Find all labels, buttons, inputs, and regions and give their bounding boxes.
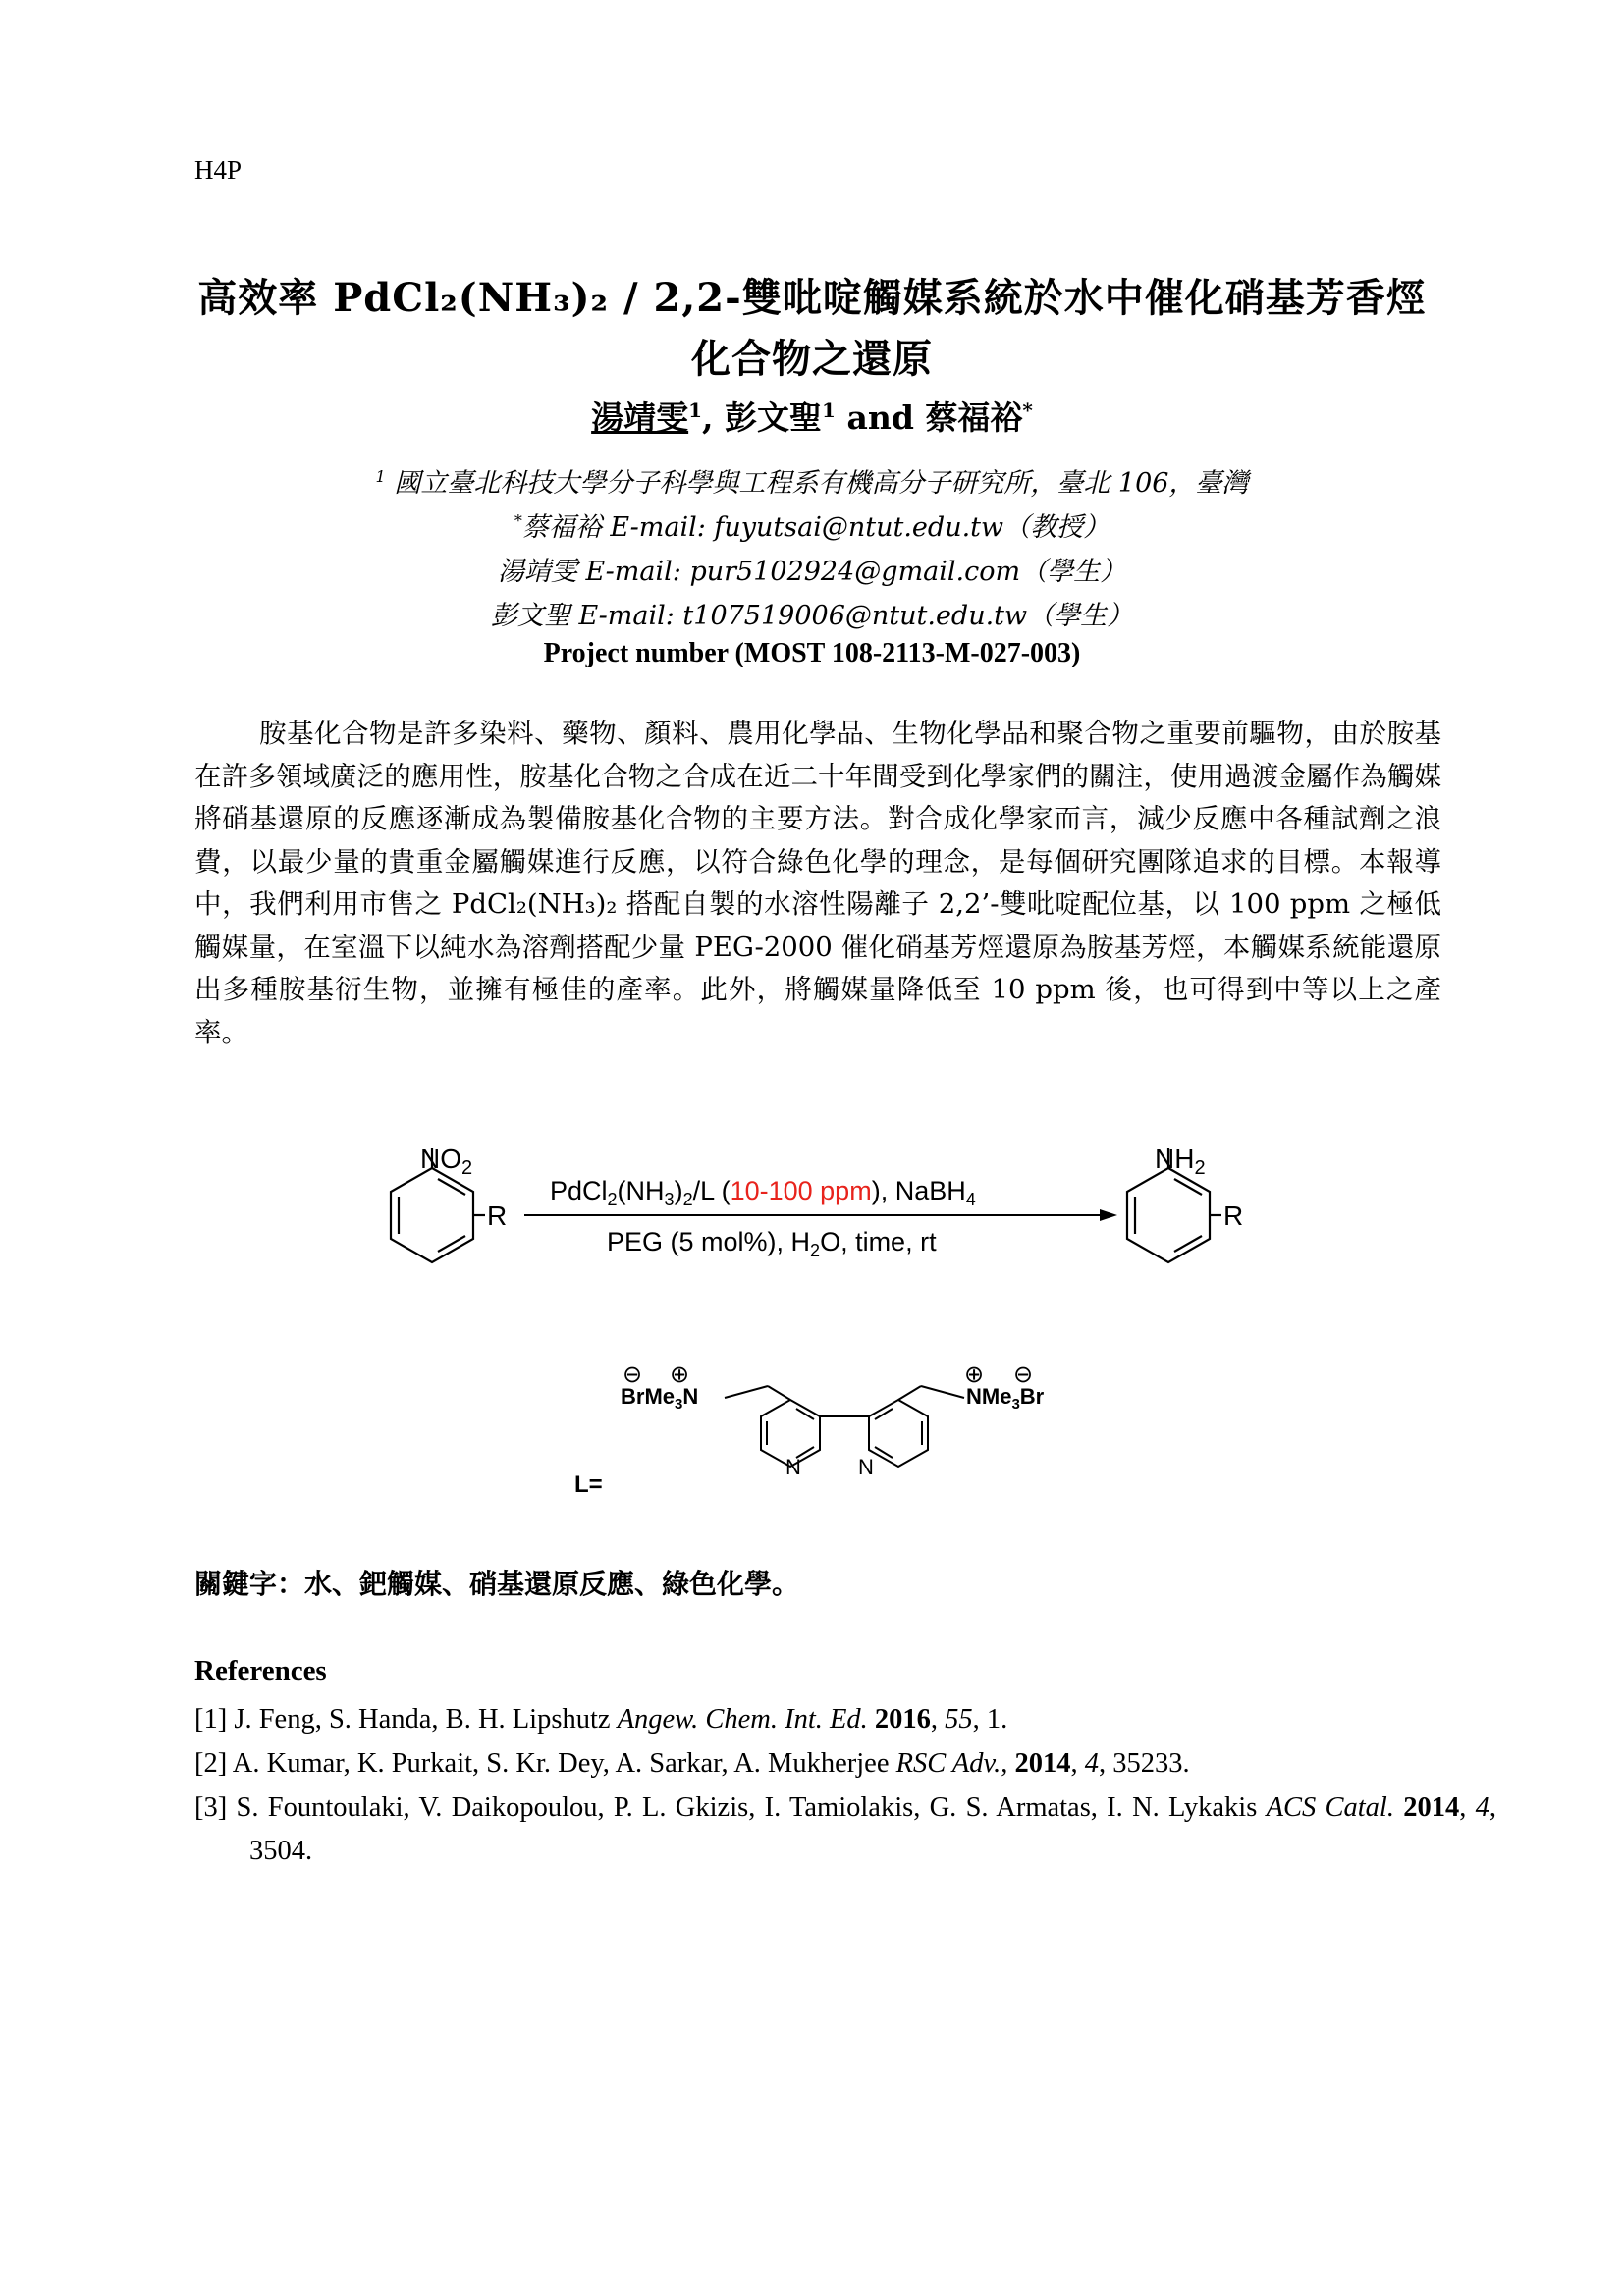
bipyridine-skeleton [725, 1386, 964, 1467]
reference-number: [3] [194, 1792, 237, 1823]
author-list [118, 393, 1506, 439]
reaction-conditions-top: $PdCl_2(NH_3)_2/L$ (10-100 ppm), NaBH$_4$ [550, 1176, 976, 1209]
title-line-1: 高效率 PdCl₂(NH₃)₂ / 2,2-雙吡啶觸媒系統於水中催化硝基芳香烴 [197, 275, 1427, 321]
product-r-group: R [1223, 1201, 1244, 1231]
left-ammonium-group: BrMe$_3$N [621, 1384, 699, 1413]
corresponding-mark: * [514, 511, 522, 530]
reference-volume: 4 [1084, 1748, 1099, 1779]
left-ammonium-charge: ⊕ [670, 1362, 690, 1388]
keywords: 關鍵字：水、鈀觸媒、硝基還原反應、綠色化學。 [194, 1568, 800, 1600]
reference-item: [2] A. Kumar, K. Purkait, S. Kr. Dey, A. Sarkar, A. Mukherjee RSC Adv., 2014, 4, 35233. [194, 1748, 1190, 1779]
author-2-affiliation: 1 [822, 399, 836, 422]
reference-volume: 55 [945, 1704, 973, 1735]
abstract-paragraph: 胺基化合物是許多染料、藥物、顏料、農用化學品、生物化學品和聚合物之重要前驅物，由於胺基在許多領域廣泛的應用性，胺基化合物之合成在近二十年間受到化學家們的關注，使用過渡金屬作為觸媒將硝基還原的反應逐漸成為製備胺基化合物的主要方法。對合成化學家而言，減少反應中各種試劑之浪費，以最少量的貴重金屬觸媒進行反應，以符合綠色化學的理念，是每個研究團隊追求的目標。本報導中，我們利用市售之 PdCl₂(NH₃)₂ 搭配自製的水溶性陽離子 2,2’-雙吡啶配位基，以 100 ppm 之極低觸媒量，在室溫下以純水為溶劑搭配少量 PEG-2000 催化硝基芳烴還原為胺基芳烴，本觸媒系統能還原出多種胺基衍生物，並擁有極佳的產率。此外，將觸媒量降低至 10 ppm 後，也可得到中等以上之產率。 [194, 718, 1441, 1048]
reaction-arrow [524, 1209, 1117, 1221]
reactant-r-group: R [487, 1201, 508, 1231]
reference-number: [1] [194, 1704, 235, 1735]
reference-volume: 4 [1475, 1792, 1489, 1823]
left-pyridine-n: N [785, 1455, 801, 1479]
ligand-label: L= [574, 1471, 603, 1498]
contact-line-advisor [118, 506, 1506, 544]
author-3: 蔡福裕 [925, 399, 1023, 437]
product-amine-label: $NH_2$ [1155, 1144, 1206, 1179]
reference-authors: J. Feng, S. Handa, B. H. Lipshutz [234, 1704, 618, 1735]
reference-item: [3] S. Fountoulaki, V. Daikopoulou, P. L. Gkizis, I. Tamiolakis, G. S. Armatas, I. N. Lykakis ACS Catal. 2014, 4, 3504. [194, 1792, 1497, 1866]
reaction-conditions-bottom: PEG (5 mol%), $H_2O$, time, rt [607, 1227, 937, 1260]
right-ammonium-group: NMe$_3$Br [966, 1384, 1045, 1413]
reference-journal: ACS Catal. [1266, 1792, 1394, 1823]
reference-year: 2014 [1014, 1748, 1071, 1779]
reference-number: [2] [194, 1748, 233, 1779]
author-1: 湯靖雯 [591, 399, 689, 437]
title-line-2: 化合物之還原 [691, 336, 933, 382]
reference-authors: A. Kumar, K. Purkait, S. Kr. Dey, A. Sarkar, A. Mukherjee [232, 1748, 896, 1779]
right-bromide-charge: ⊖ [1013, 1362, 1034, 1388]
contact-line-student-2: 彭文聖 E-mail: t107519006@ntut.edu.tw（學生） [490, 601, 1134, 631]
references-heading: References [194, 1655, 327, 1686]
affiliation-text: 國立臺北科技大學分子科學與工程系有機高分子研究所，臺北 106，臺灣 [385, 468, 1249, 499]
reference-journal: Angew. Chem. Int. Ed. [617, 1704, 868, 1735]
contact-line-student-1: 湯靖雯 E-mail: pur5102924@gmail.com（學生） [497, 557, 1127, 587]
right-pyridine-n: N [858, 1455, 874, 1479]
author-1-affiliation: 1 [688, 399, 703, 422]
reference-pages: , 3504. [249, 1792, 1497, 1866]
author-2: 彭文聖 [725, 399, 823, 437]
document-code: H4P [194, 155, 243, 185]
project-number: Project number (MOST 108-2113-M-027-003) [543, 638, 1081, 668]
reference-pages: , 35233. [1098, 1748, 1190, 1779]
right-ammonium-charge: ⊕ [964, 1362, 985, 1388]
reference-year: 2014 [1393, 1792, 1460, 1823]
left-bromide-charge: ⊖ [623, 1362, 643, 1388]
affiliation-mark: 1 [375, 467, 386, 486]
reference-item: [1] J. Feng, S. Handa, B. H. Lipshutz Angew. Chem. Int. Ed. 2016, 55, 1. [194, 1704, 1008, 1735]
affiliation-line [118, 461, 1506, 500]
author-and: and [835, 399, 926, 437]
reference-pages: , 1. [972, 1704, 1008, 1735]
reaction-scheme [353, 1129, 1276, 1522]
author-separator: , [702, 399, 726, 437]
contact-text: 蔡福裕 E-mail: fuyutsai@ntut.edu.tw（教授） [521, 512, 1110, 543]
author-3-mark: * [1022, 399, 1033, 422]
reference-journal: RSC Adv. [895, 1748, 1001, 1779]
reference-authors: S. Fountoulaki, V. Daikopoulou, P. L. Gkizis, I. Tamiolakis, G. S. Armatas, I. N. Lykakis [236, 1792, 1267, 1823]
reference-year: 2016 [867, 1704, 931, 1735]
reactant-nitro-label: $NO_2$ [420, 1144, 473, 1179]
